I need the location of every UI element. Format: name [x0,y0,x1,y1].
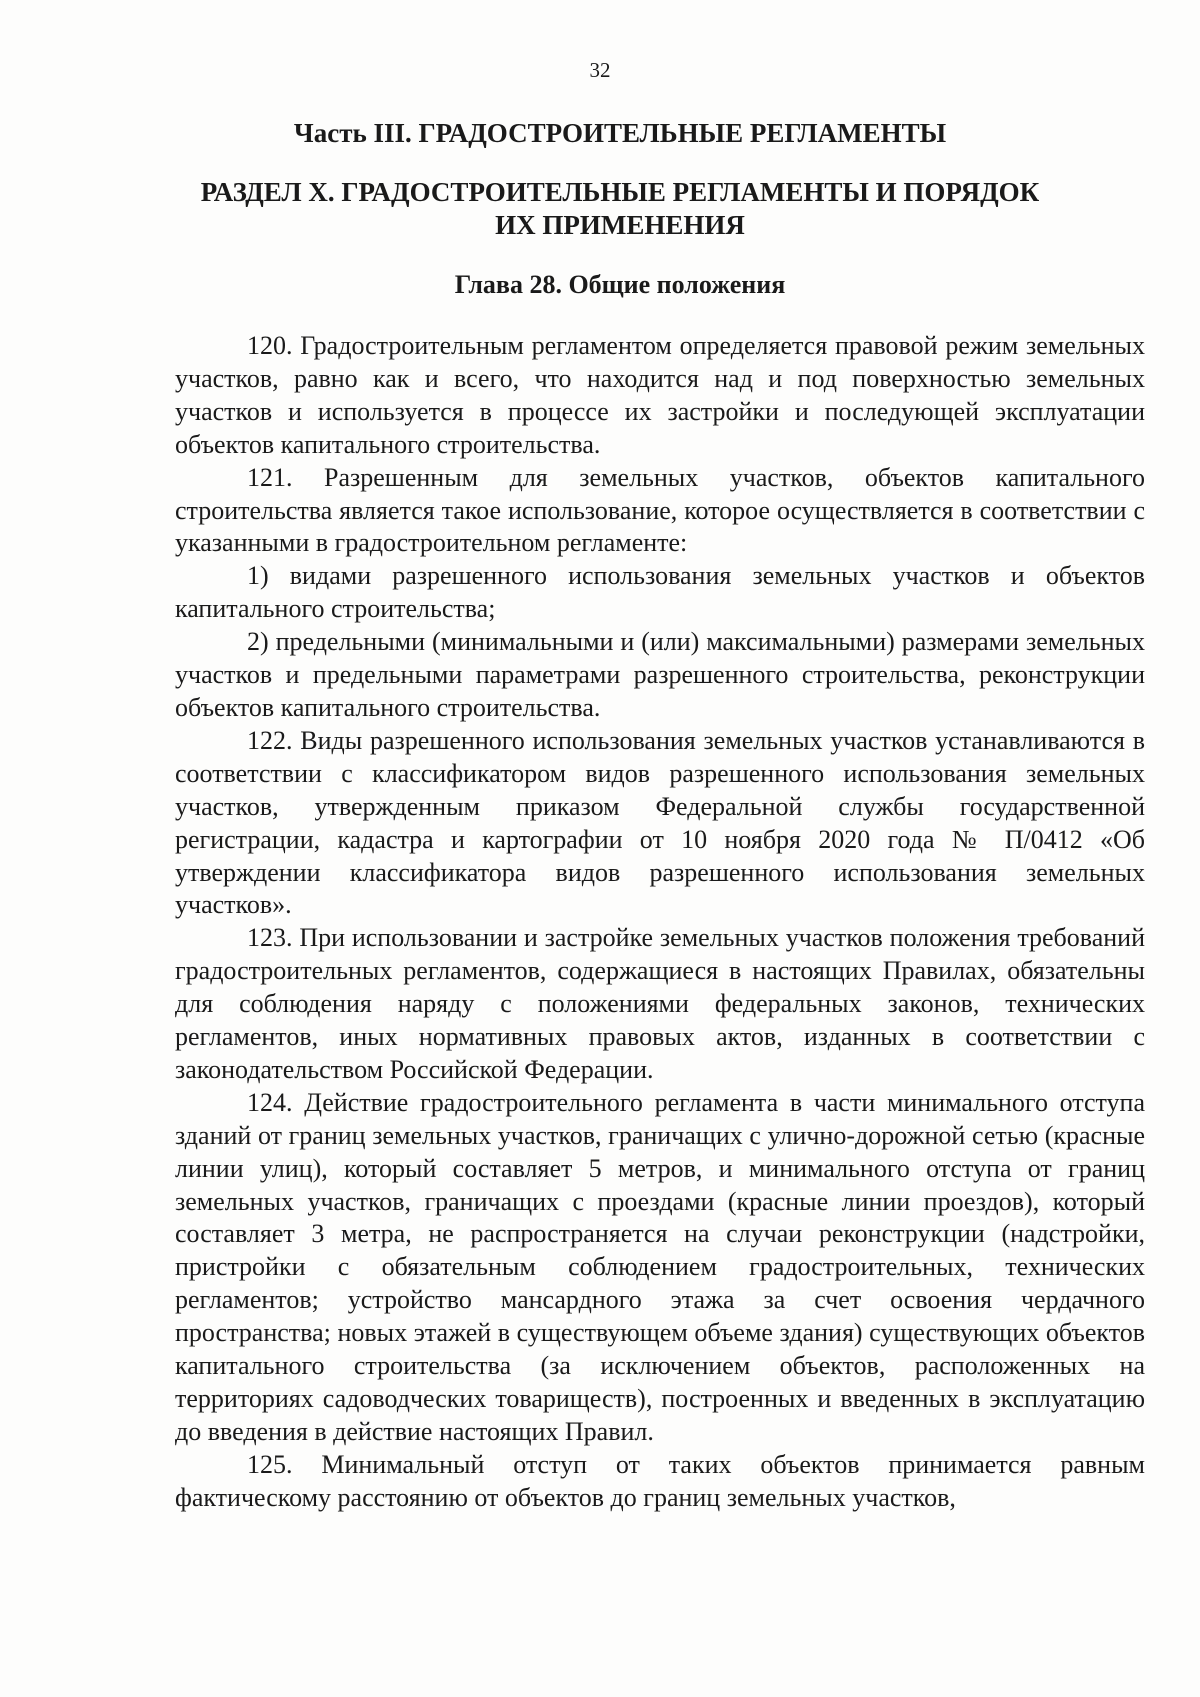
paragraph-122: 122. Виды разрешенного использования земельных участков устанавливаются в соответствии с классификатором видов разрешенного использования земельных участков, утвержденным приказом Федеральной службы государственной регистрации, кадастра и картографии от 10 ноября 2020 года № П/0412 «Об утверждении классификатора видов разрешенного использования земельных участков». [175,725,1145,920]
paragraph-123: 123. При использовании и застройке земельных участков положения требований градостроительных регламентов, содержащиеся в настоящих Правилах, обязательны для соблюдения наряду с положениями федеральных законов, технических регламентов, иных нормативных правовых актов, изданных в соответствии с законодательством Российской Федерации. [175,923,1145,1084]
body-text [175,330,1145,1515]
section-heading [140,176,1100,242]
list-item-1: 1) видами разрешенного использования земельных участков и объектов капитального строительства; [175,561,1145,624]
section-heading-line-1: РАЗДЕЛ X. ГРАДОСТРОИТЕЛЬНЫЕ РЕГЛАМЕНТЫ И ПОРЯДОК [200,177,1040,207]
list-item-2: 2) предельными (минимальными и (или) максимальными) размерами земельных участков и предельными параметрами разрешенного строительства, реконструкции объектов капитального строительства. [175,627,1145,722]
paragraph-125: 125. Минимальный отступ от таких объектов принимается равным фактическому расстоянию от объектов до границ земельных участков, [175,1449,1145,1512]
paragraph-120: 120. Градостроительным регламентом определяется правовой режим земельных участков, равно как и всего, что находится над и под поверхностью земельных участков и используется в процессе их застройки и последующей эксплуатации объектов капитального строительства. [175,331,1145,459]
part-heading: Часть III. ГРАДОСТРОИТЕЛЬНЫЕ РЕГЛАМЕНТЫ [293,118,947,148]
chapter-heading: Глава 28. Общие положения [454,270,786,299]
paragraph-121: 121. Разрешенным для земельных участков, объектов капитального строительства является такое использование, которое осуществляется в соответствии с указанными в градостроительном регламенте: [175,462,1145,558]
page-number: 32 [589,58,611,82]
section-heading-line-2: ИХ ПРИМЕНЕНИЯ [495,210,745,240]
paragraph-124: 124. Действие градостроительного регламента в части минимального отступа зданий от границ земельных участков, граничащих с улично-дорожной сетью (красные линии улиц), который составляет 5 метров, и минимального отступа от границ земельных участков, граничащих с проездами (красные линии проездов), который составляет 3 метра, не распространяется на случаи реконструкции (надстройки, пристройки с обязательным соблюдением градостроительных, технических регламентов; устройство мансардного этажа за счет освоения чердачного пространства; новых этажей в существующем объеме здания) существующих объектов капитального строительства (за исключением объектов, расположенных на территориях садоводческих товариществ), построенных и введенных в эксплуатацию до введения в действие настоящих Правил. [175,1087,1145,1446]
